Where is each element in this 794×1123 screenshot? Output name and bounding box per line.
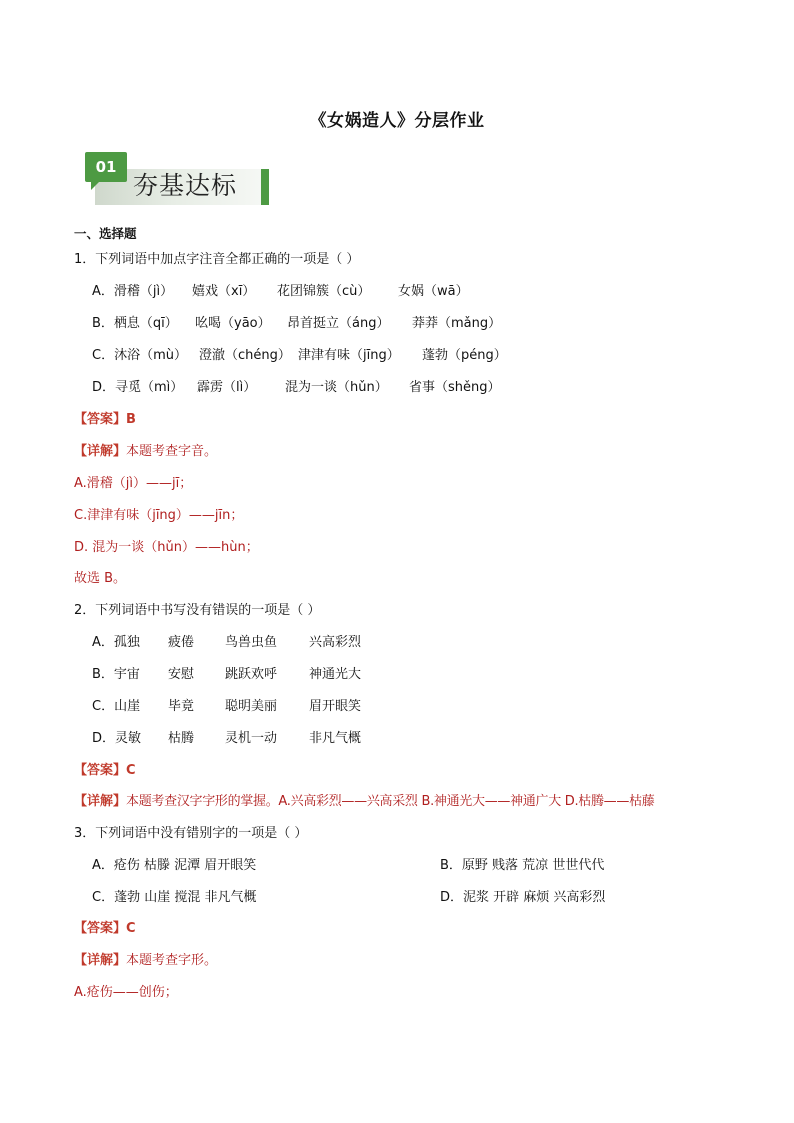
q2-option-d: D．灵敏 枯腾 灵机一动 非凡气概 — [92, 731, 362, 746]
q3-option-c: C．蓬勃 山崖 搅混 非凡气概 — [92, 890, 257, 905]
badge-bar — [261, 169, 269, 205]
q1-option-c: C．沐浴（mù） 澄澈（chéng） 津津有味（jīng） 蓬勃（péng） — [92, 348, 507, 363]
q1-option-d: D．寻觅（mì） 霹雳（lì） 混为一谈（hǔn） 省事（shěng） — [92, 380, 501, 395]
q2-detail: 【详解】本题考查汉字字形的掌握。A.兴高彩烈——兴高采烈 B.神通光大——神通广大 D.枯腾——枯藤 — [74, 794, 655, 809]
badge-tail-icon — [91, 181, 100, 190]
q3-options-row-1 — [92, 856, 612, 876]
q3-option-a: A．疮伤 枯滕 泥潭 眉开眼笑 — [92, 858, 257, 873]
question-3-stem: 3．下列词语中没有错别字的一项是（ ） — [74, 826, 308, 841]
q3-option-b: B．原野 贱落 荒凉 世世代代 — [440, 858, 605, 873]
q2-option-b: B．宇宙 安慰 跳跃欢呼 神通光大 — [92, 667, 362, 682]
q1-option-b: B．栖息（qī） 吆喝（yāo） 昂首挺立（áng） 莽莽（mǎng） — [92, 316, 502, 331]
q1-note-a: A.滑稽（jì）——jī； — [74, 476, 193, 491]
q3-options-row-2 — [92, 888, 612, 908]
q3-detail: 【详解】本题考查字形。 — [74, 953, 218, 968]
q2-option-a: A．孤独 疲倦 鸟兽虫鱼 兴高彩烈 — [92, 635, 362, 650]
q1-option-a: A．滑稽（jì） 嬉戏（xī） 花团锦簇（cù） 女娲（wā） — [92, 284, 469, 299]
q3-note-a: A.疮伤——创伤； — [74, 985, 178, 1000]
badge-label: 夯基达标 — [133, 171, 238, 200]
q1-answer: 【答案】B — [74, 412, 136, 427]
q1-conclusion: 故选 B。 — [74, 571, 127, 586]
question-2-stem: 2．下列词语中书写没有错误的一项是（ ） — [74, 603, 321, 618]
section-badge — [85, 152, 270, 206]
q1-note-d: D. 混为一谈（hǔn）——hùn； — [74, 540, 259, 555]
badge-number: 01 — [85, 152, 127, 182]
page-title: 《女娲造人》分层作业 — [309, 111, 485, 131]
q1-note-c: C.津津有味（jīng）——jīn； — [74, 508, 244, 523]
q1-detail: 【详解】本题考查字音。 — [74, 444, 218, 459]
question-1-stem: 1．下列词语中加点字注音全都正确的一项是（ ） — [74, 252, 360, 267]
q2-option-c: C．山崖 毕竟 聪明美丽 眉开眼笑 — [92, 699, 362, 714]
q3-answer: 【答案】C — [74, 921, 136, 936]
q3-option-d: D．泥浆 开辟 麻烦 兴高彩烈 — [440, 890, 606, 905]
q2-answer: 【答案】C — [74, 763, 136, 778]
section-heading: 一、选择题 — [74, 226, 137, 241]
